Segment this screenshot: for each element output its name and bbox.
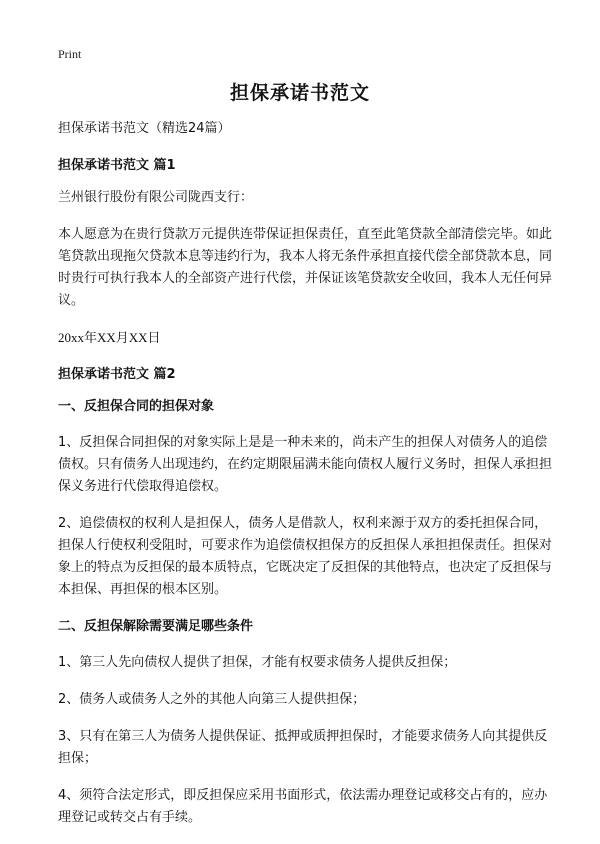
condition-item-4: 4、须符合法定形式，即反担保应采用书面形式，依法需办理登记或移交占有的，应办理登记或转交占有手续。 xyxy=(58,788,548,825)
section-1-paragraph: 本人愿意为在贵行贷款万元提供连带保证担保责任，直至此笔贷款全部清偿完毕。如此笔贷款出现拖欠贷款本息等违约行为，我本人将无条件承担直接代偿全部贷款本息，同时贵行可执行我本人的全部资产进行代偿，并保证该笔贷款安全收回，我本人无任何异议。 xyxy=(58,227,553,308)
subsection-1-heading: 一、反担保合同的担保对象 xyxy=(58,399,215,414)
section-1-date: 20xx年XX月XX日 xyxy=(58,330,161,345)
condition-item-2: 2、债务人或债务人之外的其他人向第三人提供担保； xyxy=(58,692,366,707)
section-1-addressee: 兰州银行股份有限公司陇西支行： xyxy=(58,190,254,205)
document-body xyxy=(58,118,558,844)
intro-line: 担保承诺书范文（精选24篇） xyxy=(58,121,231,136)
condition-item-3: 3、只有在第三人为债务人提供保证、抵押或质押担保时，才能要求债务人向其提供反担保； xyxy=(58,729,548,766)
page-title: 担保承诺书范文 xyxy=(229,82,370,104)
subsection-1-paragraph-1: 1、反担保合同担保的对象实际上是是一种未来的，尚未产生的担保人对债务人的追偿债权。只有债务人出现违约，在约定期限届满未能向债权人履行义务时，担保人承担担保义务进行代偿取得追偿权。 xyxy=(58,435,553,494)
subsection-2-heading: 二、反担保解除需要满足哪些条件 xyxy=(58,619,254,634)
section-1-heading: 担保承诺书范文 篇1 xyxy=(58,158,176,173)
condition-item-1: 1、第三人先向债权人提供了担保，才能有权要求债务人提供反担保； xyxy=(58,655,457,670)
subsection-1-paragraph-2: 2、追偿债权的权利人是担保人，债务人是借款人，权利来源于双方的委托担保合同，担保人行使权利受阻时，可要求作为追偿债权担保方的反担保人承担担保责任。担保对象上的特点为反担保的最本质特点，它既决定了反担保的其他特点，也决定了反担保与本担保、再担保的根本区别。 xyxy=(58,516,553,597)
section-2-heading: 担保承诺书范文 篇2 xyxy=(58,367,176,382)
print-label: Print xyxy=(58,47,82,61)
